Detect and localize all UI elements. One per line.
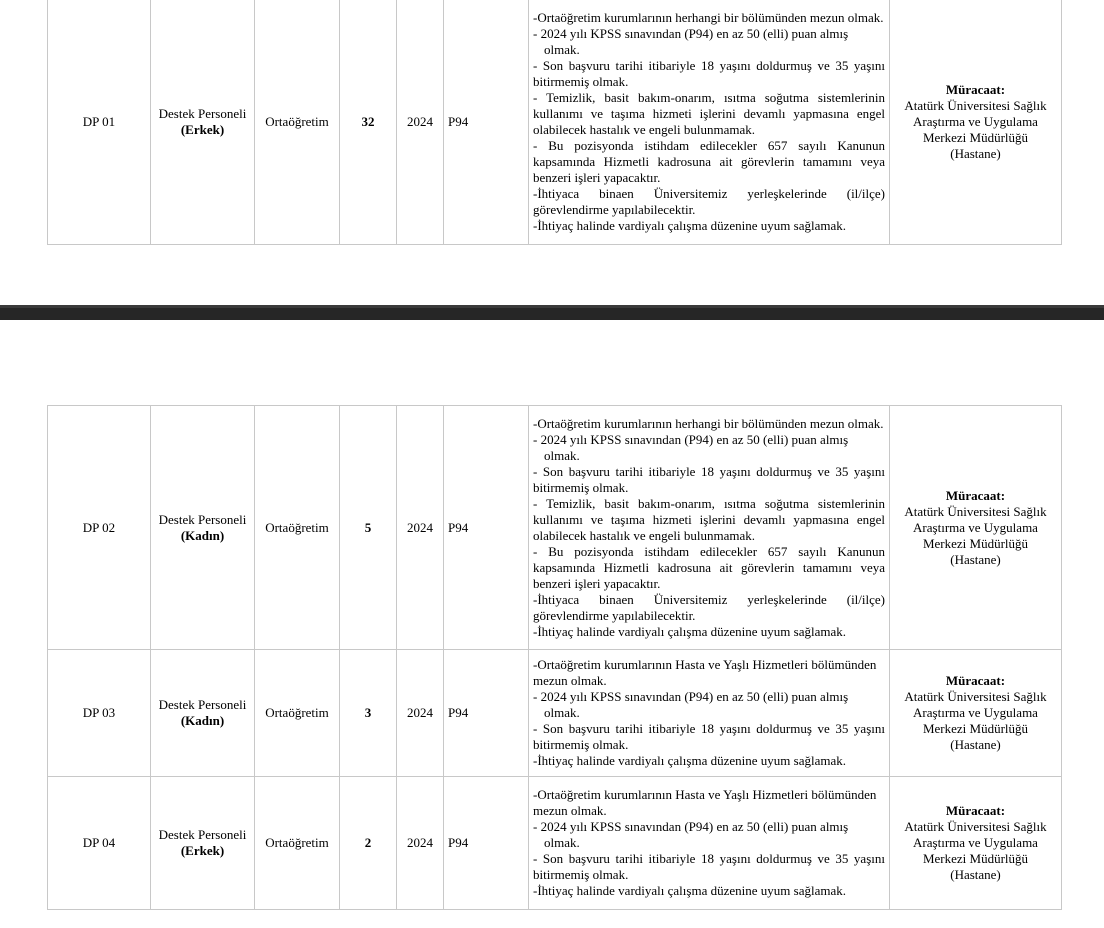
position-code: DP 04 (48, 777, 151, 910)
requirement-item: - Son başvuru tarihi itibariyle 18 yaşını doldurmuş ve 35 yaşını bitirmemiş olmak. (533, 721, 885, 752)
kpss-year: 2024 (397, 406, 444, 650)
education-level: Ortaöğretim (255, 406, 340, 650)
position-title-text: Destek Personeli (158, 105, 247, 121)
requirement-item: olmak. (544, 835, 580, 850)
application-line: Atatürk Üniversitesi Sağlık (904, 97, 1047, 113)
application-cell (890, 406, 1062, 650)
application-line: Araştırma ve Uygulama (913, 835, 1038, 850)
requirement-item: - Bu pozisyonda istihdam edilecekler 657 sayılı Kanunun kapsamında Hizmetli kadrosuna ait görevlerin tamamını veya benzeri işleri yapacaktır. (533, 137, 885, 185)
application-heading: Müracaat: (945, 487, 1006, 503)
table-row (48, 650, 1062, 777)
positions-table-page2 (47, 405, 1062, 910)
requirement-item: -İhtiyaç halinde vardiyalı çalışma düzenine uyum sağlamak. (533, 883, 846, 898)
application-line: (Hastane) (950, 551, 1001, 567)
page-separator-edge (0, 305, 1104, 308)
requirement-item: olmak. (544, 41, 580, 57)
position-title (151, 777, 255, 910)
application-line: Araştırma ve Uygulama (913, 519, 1038, 535)
position-title (151, 650, 255, 777)
requirement-item: -Ortaöğretim kurumlarının herhangi bir bölümünden mezun olmak. (533, 415, 884, 431)
requirement-item: - Son başvuru tarihi itibariyle 18 yaşını doldurmuş ve 35 yaşını bitirmemiş olmak. (533, 463, 885, 495)
application-cell (890, 0, 1062, 245)
table-row (48, 406, 1062, 650)
requirement-item: olmak. (544, 705, 580, 720)
score-type: P94 (444, 0, 529, 245)
application-line: Merkezi Müdürlüğü (922, 129, 1029, 145)
application-line: Atatürk Üniversitesi Sağlık (904, 503, 1047, 519)
position-count: 3 (340, 650, 397, 777)
application-heading: Müracaat: (945, 81, 1006, 97)
requirement-item: -Ortaöğretim kurumlarının herhangi bir bölümünden mezun olmak. (533, 9, 884, 25)
application-line: (Hastane) (950, 737, 1001, 752)
requirement-item: -İhtiyaca binaen Üniversitemiz yerleşkelerinde (il/ilçe) görevlendirme yapılabilecektir. (533, 591, 885, 623)
application-line: Atatürk Üniversitesi Sağlık (904, 689, 1047, 704)
application-line: (Hastane) (950, 145, 1001, 161)
kpss-year: 2024 (397, 777, 444, 910)
requirement-item: olmak. (544, 447, 580, 463)
positions-table-page1 (47, 0, 1062, 245)
requirements-cell (529, 0, 890, 245)
education-level: Ortaöğretim (255, 650, 340, 777)
table-row (48, 0, 1062, 245)
requirement-item: - Son başvuru tarihi itibariyle 18 yaşını doldurmuş ve 35 yaşını bitirmemiş olmak. (533, 57, 885, 89)
requirement-item: - Bu pozisyonda istihdam edilecekler 657 sayılı Kanunun kapsamında Hizmetli kadrosuna ait görevlerin tamamını veya benzeri işleri yapacaktır. (533, 543, 885, 591)
score-type: P94 (444, 406, 529, 650)
kpss-year: 2024 (397, 650, 444, 777)
application-heading: Müracaat: (945, 803, 1006, 818)
requirement-item: - Son başvuru tarihi itibariyle 18 yaşını doldurmuş ve 35 yaşını bitirmemiş olmak. (533, 851, 885, 882)
requirement-item: - 2024 yılı KPSS sınavından (P94) en az 50 (elli) puan almış (533, 689, 849, 704)
requirement-item: - 2024 yılı KPSS sınavından (P94) en az 50 (elli) puan almış (533, 25, 849, 41)
requirement-item: -İhtiyaca binaen Üniversitemiz yerleşkelerinde (il/ilçe) görevlendirme yapılabilecektir. (533, 185, 885, 217)
application-cell (890, 777, 1062, 910)
application-line: Merkezi Müdürlüğü (922, 535, 1029, 551)
position-title (151, 406, 255, 650)
requirement-item: - Temizlik, basit bakım-onarım, ısıtma soğutma sistemlerinin kullanımı ve taşıma hizmeti işlerini devamlı yapmasına engel olabilecek hastalık ve engeli bulunmamak. (533, 89, 885, 137)
position-title-text: Destek Personeli (158, 511, 247, 527)
position-code: DP 01 (48, 0, 151, 245)
requirement-item: -İhtiyaç halinde vardiyalı çalışma düzenine uyum sağlamak. (533, 623, 846, 639)
requirement-item: - 2024 yılı KPSS sınavından (P94) en az 50 (elli) puan almış (533, 431, 849, 447)
education-level: Ortaöğretim (255, 777, 340, 910)
application-heading: Müracaat: (945, 673, 1006, 688)
position-code: DP 03 (48, 650, 151, 777)
position-count: 32 (340, 0, 397, 245)
application-line: Merkezi Müdürlüğü (922, 851, 1029, 866)
score-type: P94 (444, 777, 529, 910)
requirement-item: -İhtiyaç halinde vardiyalı çalışma düzenine uyum sağlamak. (533, 753, 846, 768)
position-gender: (Erkek) (180, 121, 225, 137)
position-title-text: Destek Personeli (158, 827, 247, 842)
page-separator (0, 305, 1104, 320)
score-type: P94 (444, 650, 529, 777)
position-code: DP 02 (48, 406, 151, 650)
education-level: Ortaöğretim (255, 0, 340, 245)
requirements-cell (529, 650, 890, 777)
requirement-item: - Temizlik, basit bakım-onarım, ısıtma soğutma sistemlerinin kullanımı ve taşıma hizmeti işlerini devamlı yapmasına engel olabilecek hastalık ve engeli bulunmamak. (533, 495, 885, 543)
position-title (151, 0, 255, 245)
requirement-item: - 2024 yılı KPSS sınavından (P94) en az 50 (elli) puan almış (533, 819, 849, 834)
position-gender: (Erkek) (180, 843, 225, 858)
table-row (48, 777, 1062, 910)
position-count: 2 (340, 777, 397, 910)
position-gender: (Kadın) (180, 527, 225, 543)
position-gender: (Kadın) (180, 713, 225, 728)
position-count: 5 (340, 406, 397, 650)
requirement-item: -Ortaöğretim kurumlarının Hasta ve Yaşlı Hizmetleri bölümünden mezun olmak. (533, 787, 877, 818)
application-line: Atatürk Üniversitesi Sağlık (904, 819, 1047, 834)
requirements-cell (529, 777, 890, 910)
requirement-item: -Ortaöğretim kurumlarının Hasta ve Yaşlı Hizmetleri bölümünden mezun olmak. (533, 657, 877, 688)
application-cell (890, 650, 1062, 777)
application-line: (Hastane) (950, 867, 1001, 882)
kpss-year: 2024 (397, 0, 444, 245)
application-line: Merkezi Müdürlüğü (922, 721, 1029, 736)
application-line: Araştırma ve Uygulama (913, 113, 1038, 129)
requirement-item: -İhtiyaç halinde vardiyalı çalışma düzenine uyum sağlamak. (533, 217, 846, 233)
application-line: Araştırma ve Uygulama (913, 705, 1038, 720)
position-title-text: Destek Personeli (158, 697, 247, 712)
requirements-cell (529, 406, 890, 650)
